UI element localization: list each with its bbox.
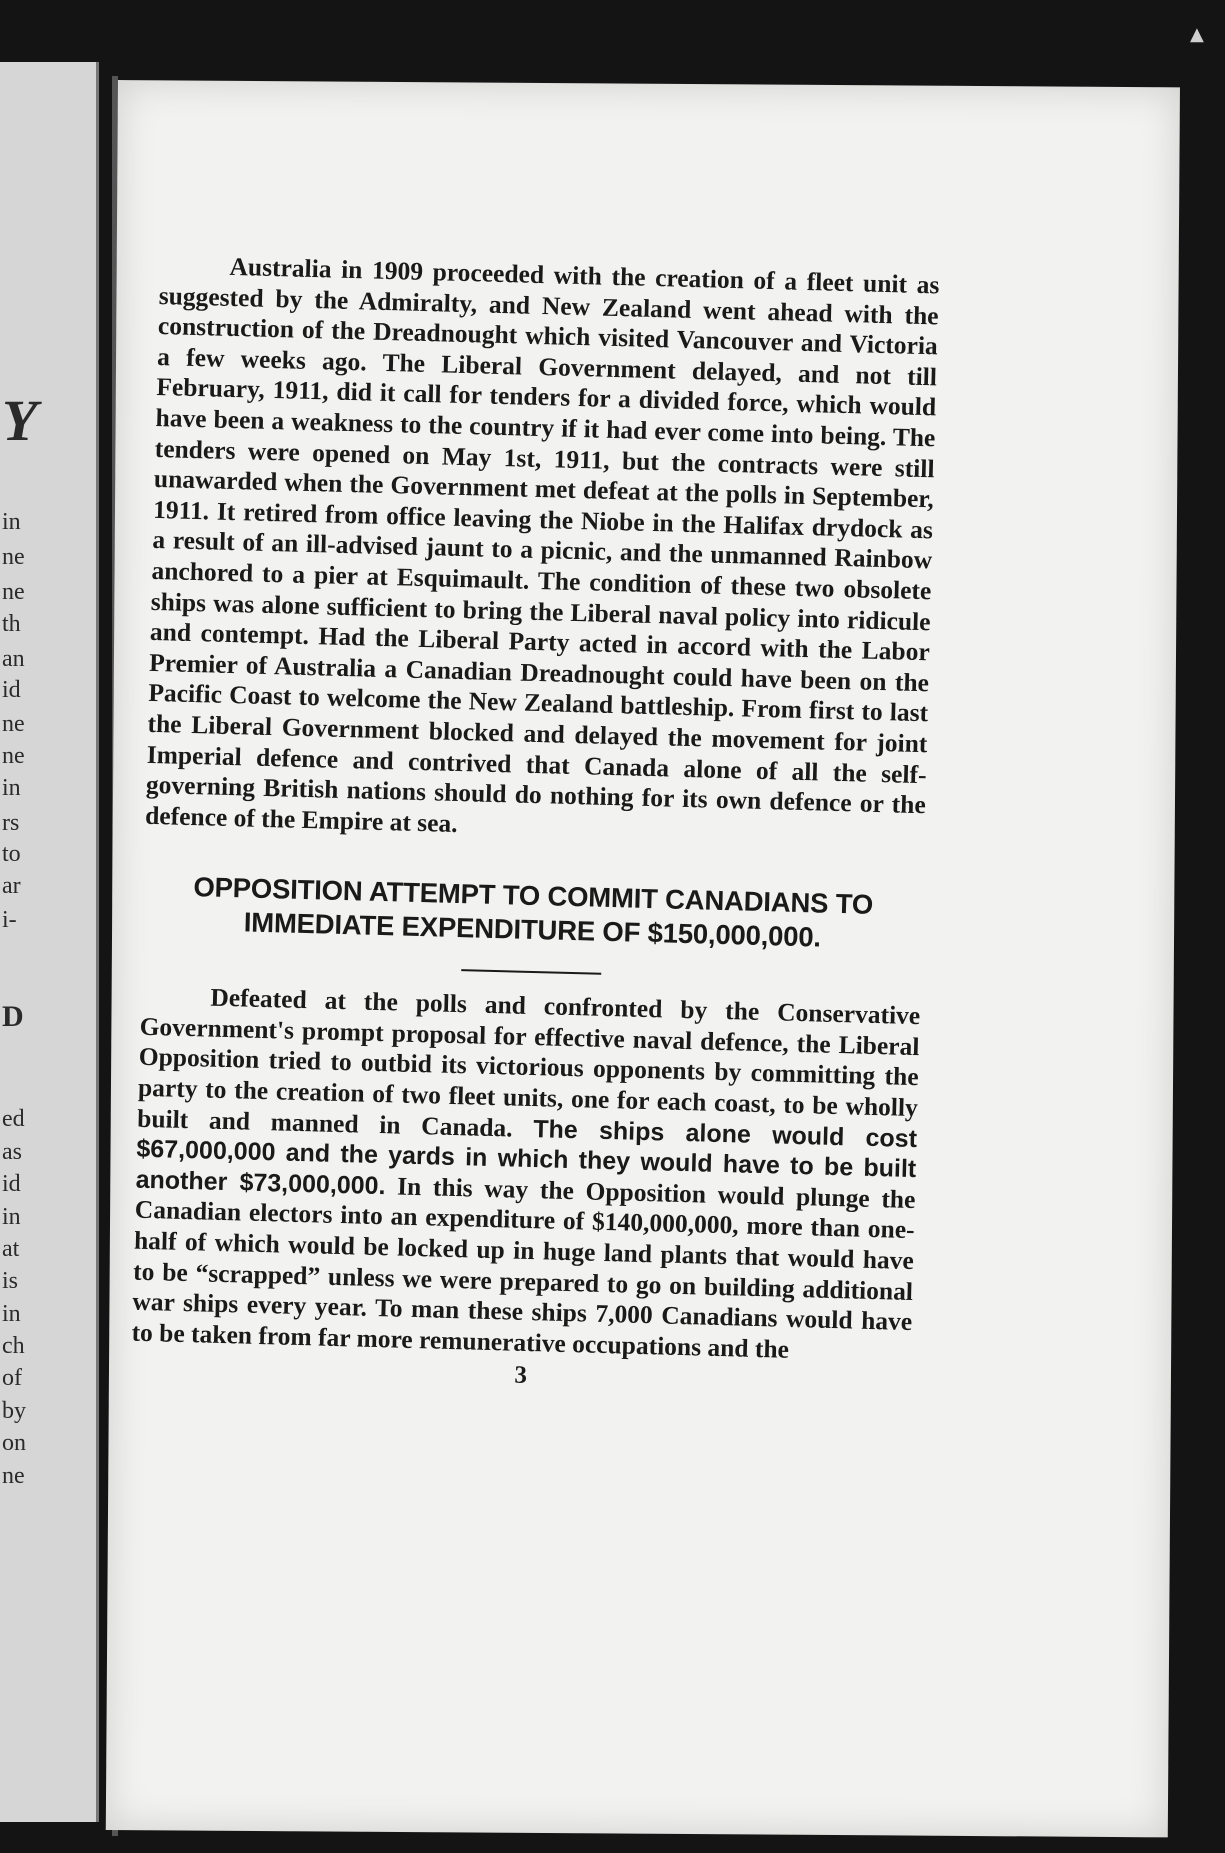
left-page-text-fragment: to [2,841,21,867]
left-page-text-fragment: by [2,1398,26,1424]
left-page-text-fragment: ne [2,544,25,570]
left-page-heading-letter: D [2,1000,24,1033]
left-page-large-letter: Y [2,388,38,453]
left-page-text-fragment: of [2,1365,22,1391]
left-page-text-fragment: ne [2,743,25,769]
heading-line-2: IMMEDIATE EXPENDITURE OF $150,000,000. [243,906,822,953]
left-page-text-fragment: at [2,1236,20,1262]
emphasized-text: The ships alone would cost $67,000,000 and the yards in which they would have to be built another $73,000,000. [135,1114,918,1201]
left-facing-page [0,62,99,1822]
left-page-text-fragment: ed [2,1106,25,1132]
left-page-text-fragment: as [2,1139,22,1165]
left-page-text-fragment: th [2,611,21,637]
left-page-text-fragment: ar [2,873,21,899]
left-page-text-fragment: an [2,646,25,672]
left-page-text-fragment: ne [2,1463,25,1489]
heading-line-1: OPPOSITION ATTEMPT TO COMMIT CANADIANS TO [193,871,874,921]
left-page-text-fragment: is [2,1268,19,1294]
left-page-text-fragment: ne [2,579,25,605]
left-page-text-fragment: rs [2,810,20,836]
body-paragraph-2 [131,981,920,1368]
left-page-text-fragment: i- [2,907,17,933]
left-page-text-fragment: id [2,1171,21,1197]
paragraph-text-continued: In this way the Opposition would plunge the Canadian electors into an expenditure of $140,000,000, more than one-half of which would be locked up in huge land plants that would have to be “scrapped” unless we were prepared to go on building additional war ships every year. To man these ships 7,000 Canadians would have to be taken from far more remunerative occupations and the [131,1171,916,1364]
heading-divider [461,969,601,975]
left-page-text-fragment: in [2,775,21,801]
paragraph-text: Australia in 1909 proceeded with the creation of a fleet unit as suggested by the Admiralty, and New Zealand went ahead with the construction of the Dreadnought which visited Vancouver and Victoria a few weeks ago. The Liberal Government delayed, and not till February, 1911, did it call for tenders for a divided force, which would have been a weakness to the country if it had ever come into being. The tenders were opened on May 1st, 1911, but the contracts were still unawarded when the Government met defeat at the polls in September, 1911. It retired from office leaving the Niobe in the Halifax drydock as a result of an ill-advised jaunt to a picnic, and the unmanned Rainbow anchored to a pier at Esquimault. The condition of these two obsolete ships was alone sufficient to bring the Liberal naval policy into ridicule and contempt. Had the Liberal Party acted in accord with the Labor Premier of Australia a Canadian Dreadnought could have been on the Pacific Coast to welcome the New Zealand battleship. From first to last the Liberal Government blocked and delayed the movement for joint Imperial defence and contrived that Canada alone of all the self-governing British nations should do nothing for its own defence or the defence of the Empire at sea. [144,251,940,838]
page-content [130,250,939,1400]
section-heading [142,869,924,957]
left-page-text-fragment: ch [2,1333,25,1359]
left-page-text-fragment: in [2,509,21,535]
left-page-text-fragment: ne [2,711,25,737]
body-paragraph-1 [145,250,940,852]
left-page-text-fragment: on [2,1430,26,1456]
paragraph-text: Defeated at the polls and confronted by the Conservative Government's prompt proposal for effective naval defence, the Liberal Opposition tried to outbid its victorious opponents by committing the party to the creation of two fleet units, one for each coast, to be wholly built and manned in Canada. [136,982,921,1143]
corner-scan-mark: ▲ [1190,24,1204,45]
left-page-text-fragment: in [2,1204,21,1230]
left-page-text-fragment: id [2,677,21,703]
left-page-text-fragment: in [2,1301,21,1327]
page-number: 3 [514,1362,528,1390]
